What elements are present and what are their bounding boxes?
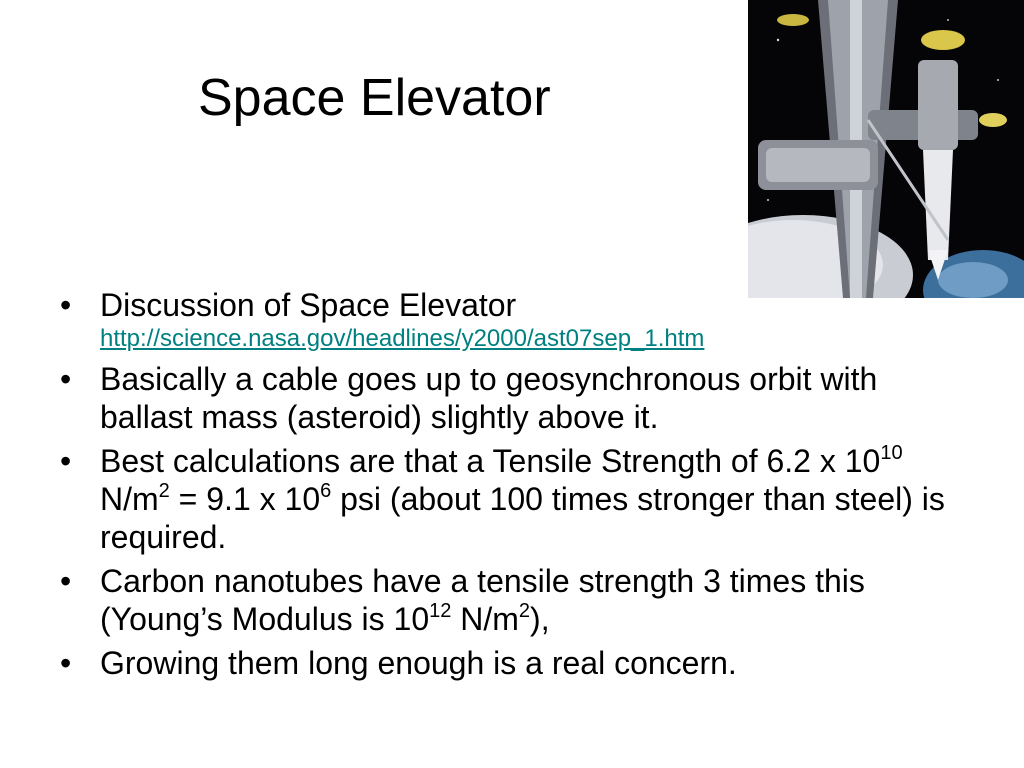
bullet-item-carbon-nanotubes <box>60 562 960 638</box>
bullet-list <box>60 286 960 688</box>
bullet-item-cable <box>60 360 960 436</box>
exponent: 2 <box>518 600 531 622</box>
bullet-text: ), <box>530 601 550 637</box>
bullet-text: psi (about 100 times stronger than steel) is required. <box>100 481 945 555</box>
bullet-text: Discussion of Space Elevator <box>100 287 517 323</box>
bullet-text: = 9.1 x 10 <box>169 481 321 517</box>
bullet-item-tensile-strength <box>60 442 960 556</box>
slide-title: Space Elevator <box>198 69 551 127</box>
bullet-glyph: • <box>60 443 72 479</box>
bullet-text: N/m <box>451 601 519 637</box>
bullet-glyph: • <box>60 645 72 681</box>
bullet-text: N/m <box>100 481 159 517</box>
bullet-text: Growing them long enough is a real concern. <box>100 645 737 681</box>
bullet-glyph: • <box>60 563 72 599</box>
exponent: 10 <box>880 442 903 464</box>
bullet-glyph: • <box>60 361 72 397</box>
exponent: 12 <box>429 600 452 622</box>
bullet-item-discussion <box>60 286 960 354</box>
bullet-text: Carbon nanotubes have a tensile strength 3 times this (Young’s Modulus is 10 <box>100 563 865 637</box>
bullet-glyph: • <box>60 287 72 323</box>
space-elevator-image <box>748 0 1024 298</box>
bullet-text: Basically a cable goes up to geosynchronous orbit with ballast mass (asteroid) slightly above it. <box>100 361 878 435</box>
nasa-headline-link[interactable]: http://science.nasa.gov/headlines/y2000/ast07sep_1.htm <box>100 325 705 352</box>
bullet-text: Best calculations are that a Tensile Strength of 6.2 x 10 <box>100 443 881 479</box>
bullet-item-growing <box>60 644 960 682</box>
exponent: 2 <box>158 480 170 502</box>
exponent: 6 <box>320 480 332 502</box>
space-elevator-illustration-icon <box>748 0 1024 298</box>
